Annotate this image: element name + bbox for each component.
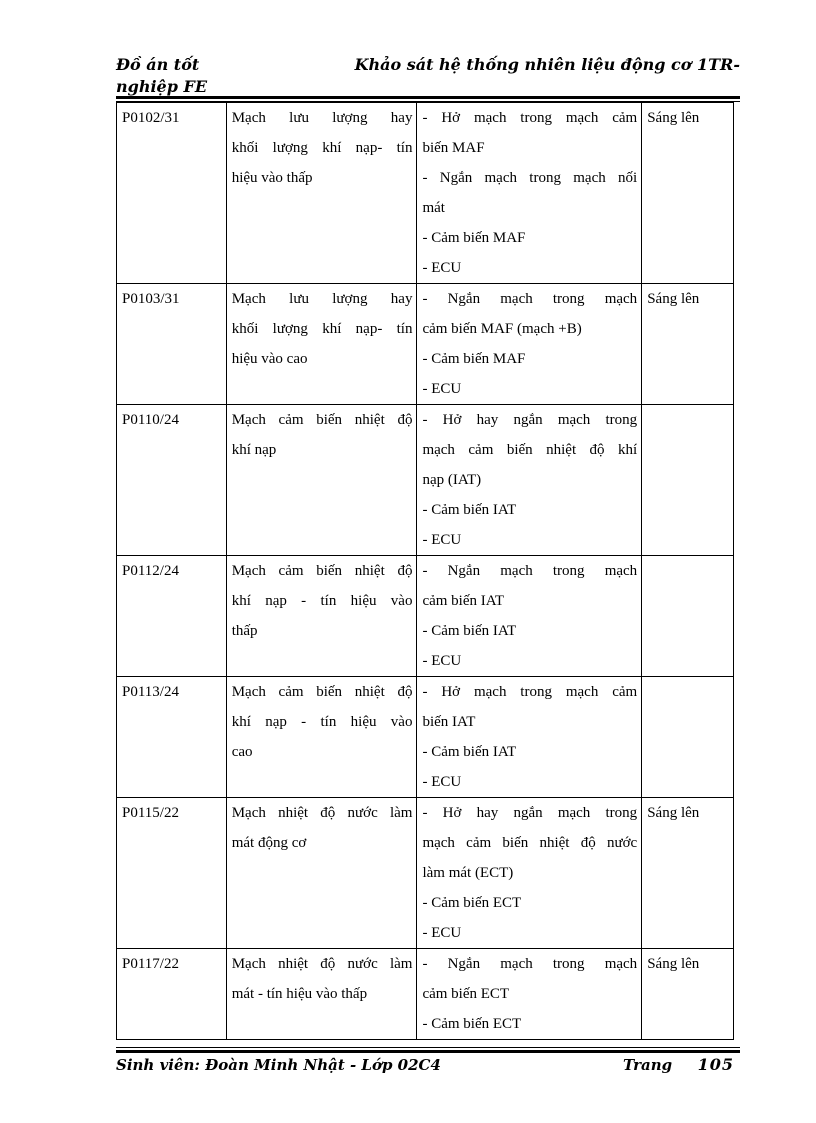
trouble-area-cell	[417, 103, 642, 284]
cell-line: Sáng lên	[647, 110, 700, 126]
trouble-area-cell	[417, 677, 642, 798]
circuit-description-cell	[226, 556, 417, 677]
mil-cell	[642, 949, 734, 1040]
cell-line: P0112/24	[122, 563, 179, 579]
footer-student: Sinh viên: Đoàn Minh Nhật - Lớp 02C4	[116, 1056, 441, 1074]
cell-line: - Cảm biến MAF	[422, 230, 526, 246]
cell-line: nạp (IAT)	[422, 472, 482, 488]
cell-line: Mạch lưu lượng hay	[231, 291, 413, 307]
cell-line: - Ngắn mạch trong mạch	[422, 563, 638, 579]
cell-line: - Hở mạch trong mạch cảm	[422, 684, 638, 700]
cell-line: khối lượng khí nạp- tín	[231, 321, 413, 337]
cell-line: mạch cảm biến nhiệt độ khí	[422, 442, 638, 458]
cell-line: Sáng lên	[647, 291, 700, 307]
cell-line: Mạch cảm biến nhiệt độ	[231, 412, 413, 428]
cell-line: - Cảm biến IAT	[422, 502, 517, 518]
cell-line: - Hở hay ngắn mạch trong	[422, 412, 638, 428]
mil-cell	[642, 284, 734, 405]
mil-cell	[642, 103, 734, 284]
cell-line: mát	[422, 200, 445, 216]
circuit-description-cell	[226, 103, 417, 284]
cell-line: - Ngắn mạch trong mạch	[422, 291, 638, 307]
cell-line: khối lượng khí nạp- tín	[231, 140, 413, 156]
dtc-code-cell	[117, 284, 227, 405]
cell-line: - ECU	[422, 381, 462, 397]
cell-line: - Hở mạch trong mạch cảm	[422, 110, 638, 126]
cell-line: - Cảm biến ECT	[422, 895, 522, 911]
header-right-title: Khảo sát hệ thống nhiên liệu động cơ 1TR-	[354, 55, 740, 74]
header-left-title: Đồ án tốt nghiệp FE	[116, 55, 208, 96]
trouble-area-cell	[417, 798, 642, 949]
dtc-code-cell	[117, 405, 227, 556]
cell-line: - Hở hay ngắn mạch trong	[422, 805, 638, 821]
cell-line: Sáng lên	[647, 805, 700, 821]
cell-line: hiệu vào cao	[231, 351, 308, 367]
cell-line: - Ngắn mạch trong mạch	[422, 956, 638, 972]
cell-line: mát động cơ	[231, 835, 307, 851]
mil-cell	[642, 677, 734, 798]
cell-line: - ECU	[422, 653, 462, 669]
cell-line: - Cảm biến IAT	[422, 744, 517, 760]
page-footer	[116, 1054, 740, 1076]
cell-line: - Cảm biến MAF	[422, 351, 526, 367]
page-header	[116, 54, 740, 94]
cell-line: khí nạp	[231, 442, 277, 458]
circuit-description-cell	[226, 949, 417, 1040]
cell-line: Sáng lên	[647, 956, 700, 972]
cell-line: làm mát (ECT)	[422, 865, 514, 881]
trouble-area-cell	[417, 284, 642, 405]
dtc-code-cell	[117, 556, 227, 677]
cell-line: khí nạp - tín hiệu vào	[231, 714, 413, 730]
circuit-description-cell	[226, 405, 417, 556]
cell-line: cảm biến MAF (mạch +B)	[422, 321, 582, 337]
cell-line: khí nạp - tín hiệu vào	[231, 593, 413, 609]
cell-line: - Cảm biến ECT	[422, 1016, 522, 1032]
cell-line: P0110/24	[122, 412, 179, 428]
cell-line: Mạch cảm biến nhiệt độ	[231, 684, 413, 700]
dtc-code-cell	[117, 103, 227, 284]
cell-line: - Cảm biến IAT	[422, 623, 517, 639]
header-rule-thick	[116, 96, 740, 99]
cell-line: P0113/24	[122, 684, 179, 700]
circuit-description-cell	[226, 677, 417, 798]
table-row	[117, 677, 734, 798]
footer-rule-thick	[116, 1050, 740, 1053]
table-row	[117, 405, 734, 556]
cell-line: cảm biến ECT	[422, 986, 510, 1002]
dtc-table	[116, 102, 734, 1040]
cell-line: Mạch nhiệt độ nước làm	[231, 956, 413, 972]
trouble-area-cell	[417, 405, 642, 556]
cell-line: - ECU	[422, 532, 462, 548]
cell-line: biến IAT	[422, 714, 476, 730]
trouble-area-cell	[417, 949, 642, 1040]
cell-line	[647, 556, 729, 586]
cell-line: P0103/31	[122, 291, 180, 307]
cell-line: Mạch lưu lượng hay	[231, 110, 413, 126]
cell-line: - ECU	[422, 774, 462, 790]
cell-line: P0117/22	[122, 956, 179, 972]
cell-line: cảm biến IAT	[422, 593, 505, 609]
dtc-table-body	[117, 103, 734, 1040]
cell-line: mát - tín hiệu vào thấp	[231, 986, 368, 1002]
cell-line: biến MAF	[422, 140, 485, 156]
trouble-area-cell	[417, 556, 642, 677]
dtc-code-cell	[117, 677, 227, 798]
cell-line: - Ngắn mạch trong mạch nối	[422, 170, 638, 186]
dtc-code-cell	[117, 798, 227, 949]
cell-line: thấp	[231, 623, 258, 639]
table-row	[117, 103, 734, 284]
table-row	[117, 556, 734, 677]
dtc-code-cell	[117, 949, 227, 1040]
cell-line: Mạch nhiệt độ nước làm	[231, 805, 413, 821]
cell-line: mạch cảm biến nhiệt độ nước	[422, 835, 638, 851]
cell-line: - ECU	[422, 925, 462, 941]
cell-line: P0102/31	[122, 110, 180, 126]
footer-rule-thin	[116, 1047, 740, 1048]
cell-line	[647, 677, 729, 707]
cell-line: cao	[231, 744, 253, 760]
mil-cell	[642, 556, 734, 677]
footer-page-label: Trang	[623, 1056, 673, 1074]
cell-line: P0115/22	[122, 805, 179, 821]
circuit-description-cell	[226, 798, 417, 949]
circuit-description-cell	[226, 284, 417, 405]
table-row	[117, 284, 734, 405]
cell-line: hiệu vào thấp	[231, 170, 313, 186]
table-row	[117, 949, 734, 1040]
footer-page-number: 105	[697, 1055, 734, 1074]
cell-line: - ECU	[422, 260, 462, 276]
cell-line: Mạch cảm biến nhiệt độ	[231, 563, 413, 579]
table-row	[117, 798, 734, 949]
cell-line	[647, 405, 729, 435]
mil-cell	[642, 798, 734, 949]
mil-cell	[642, 405, 734, 556]
